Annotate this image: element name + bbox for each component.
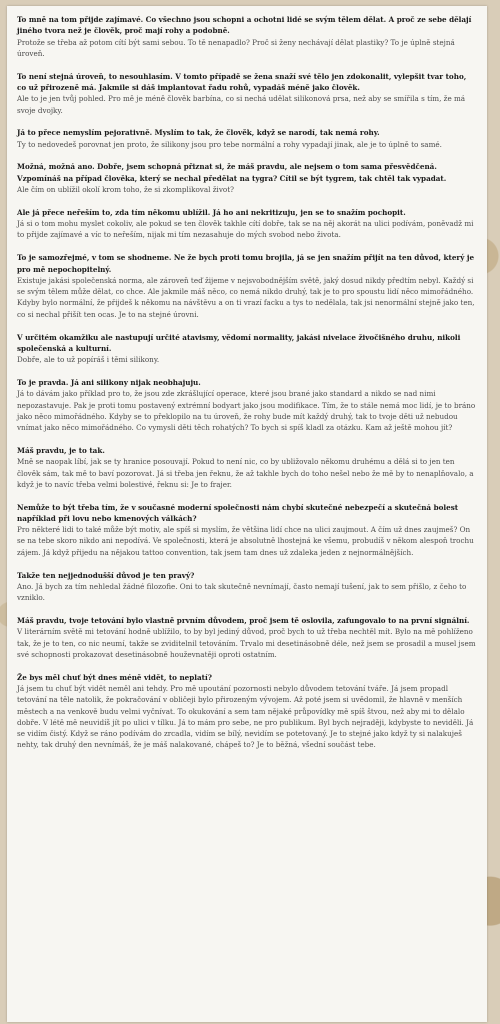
interview-question: To je pravda. Já ani silikony nijak neobhajuju. — [17, 377, 201, 387]
interview-section — [17, 252, 477, 320]
interview-answer: Protože se třeba až potom cítí být sami sebou. To tě nenapadlo? Proč si ženy nechávají dělat plastiky? To je úplně stejná úroveň. — [17, 37, 455, 58]
interview-answer: Ale to je jen tvůj pohled. Pro mě je méně člověk barbína, co si nechá udělat silikonová prsa, než aby se smířila s tím, že má svoje dvojky. — [17, 94, 466, 115]
interview-answer: Ano. Já bych za tím nehledal žádné filozofie. Oni to tak skutečně nevnímají, často nemají tušení, jak to sem přišlo, z čeho to vzniklo. — [17, 581, 467, 603]
interview-page — [7, 6, 487, 1022]
interview-answer: Já jsem tu chuť být vidět neměl ani tehdy. Pro mě upoutání pozornosti nebylo důvodem tetování tváře. Já jsem propadl tetování na těle natolik, že pokračování v obličeji bylo přirozeným vývojem. Až poté jsem si uvědomil, že hlavně v menších městech a na venkově budu velmi vyčnívat. To okukování a sem tam nějaké průpovídky mě spíš štvou, než aby mi to dělalo dobře. V létě mě neuvidíš jít po ulici v tílku. Já to mám pro sebe, ne pro publikum. Byl bych nejraději, kdybyste to neviděli. Já se vidím čistý. Když se ráno podívám do zrcadla, vidím se bílý, nevidím se potetovaný. Je to stejné jako když ty si nalakuješ nehty, tak druhý den nevnímáš, že je máš nalakované, chápeš to? Je to běžná, všední součást tebe. — [17, 683, 474, 750]
interview-section — [17, 127, 477, 150]
interview-question: Máš pravdu, je to tak. — [17, 445, 105, 455]
interview-section — [17, 615, 477, 660]
interview-answer: V literárním světě mi tetování hodně ublížilo, to by byl jediný důvod, proč bych to už třeba nechtěl mít. Bylo na mě pohlíženo tak, že je to ten, co nic neumí, takže se zviditelnil tetováním. Trvalo mi desetinásobně déle, než jsem se prosadil a musel jsem své schopnosti prokazovat desetinásobně houževnatěji oproti ostatním. — [17, 627, 476, 659]
interview-answer: Já si o tom mohu myslet cokoliv, ale pokud se ten člověk takhle cítí dobře, tak se na něj akorát na ulici podívám, poněvadž mi to přijde zajímavé a víc to neřeším, nijak mi tím nezasahuje do mých svobod nebo života. — [17, 219, 474, 240]
interview-section — [17, 445, 477, 490]
interview-question: To mně na tom přijde zajímavé. Co všechno jsou schopni a ochotni lidé se svým tělem dělat. A proč ze sebe dělají jiného tvora než je člověk, proč mají rohy a podobně. — [17, 15, 472, 36]
interview-question: Já to přece nemyslím pejorativně. Myslím to tak, že člověk, když se narodí, tak nemá rohy. — [17, 128, 380, 138]
interview-question: V určitém okamžiku ale nastupují určité atavismy, vědomí normality, jakási nivelace živočišného druhu, nikoli společenská a kulturní. — [17, 332, 461, 353]
interview-answer: Mně se naopak líbí, jak se ty hranice posouvají. Pokud to není nic, co by ubližovalo někomu druhému a dělá si to jen ten člověk sám, tak mě to baví pozorovat. Já si třeba jen řeknu, že až takhle bych do toho nešel nebo že mě by to nenaplňovalo, a když je to navíc třeba velmi bolestivé, řeknu si: Je to frajer. — [17, 457, 474, 489]
interview-answer: Ale čím on ublížil okolí krom toho, že si zkomplikoval život? — [17, 185, 234, 195]
interview-answer: Já to dávám jako příklad pro to, že jsou zde zkrášlující operace, které jsou brané jako standard a nikdo se nad nimi nepozastavuje. Pak je proti tomu postavený extrémní bodyart jako jsou modifikace. Tím, že to stále nemá moc lidí, je to bráno jako něco mimořádného. Kdyby se to překlopilo na tu úroveň, že rohy bude mít každý druhý, tak to tvoje děti už nebudou vnímat jako něco mimořádného. Co vymysli děti těch rohatých? To bych si spíš kladl za otázku. Kam až ještě mohou jít? — [17, 389, 476, 433]
interview-question: Ale já přece neřeším to, zda tím někomu ublížil. Já ho ani nekritizuju, jen se to snažím pochopit. — [17, 207, 406, 217]
interview-section — [17, 332, 477, 366]
interview-section — [17, 377, 477, 433]
interview-question: To není stejná úroveň, to nesouhlasím. V tomto případě se žena snaží své tělo jen zdokonalit, vylepšit tvar toho, co už přirozeně má. Jakmile si dáš implantovat řadu rohů, vypadáš méně jako člověk. — [17, 71, 467, 92]
interview-answer: Existuje jakási společenská norma, ale zároveň teď žijeme v nejsvobodnějším světě, jaký dosud nikdy předtím nebyl. Každý si se svým tělem může dělat, co chce. Ale jakmile máš něco, co nemá nikdo druhý, tak je to pro spoustu lidí něco mimořádného. Kdyby bylo normální, že přijdeš k někomu na návštěvu a on ti vrazí facku a tys to nedělala, tak jsi nenormální stejně jako ten, co si nechal přišít ten ocas. Je to na stejné úrovni. — [17, 275, 475, 319]
interview-section — [17, 502, 477, 558]
interview-section — [17, 672, 477, 751]
interview-section — [17, 71, 477, 116]
interview-section — [17, 207, 477, 241]
interview-question: Takže ten nejjednodušší důvod je ten pravý? — [17, 570, 195, 580]
interview-question: Máš pravdu, tvoje tetování bylo vlastně prvním důvodem, proč jsem tě oslovila, zafungovalo to na první signální. — [17, 615, 470, 625]
interview-question: Že bys měl chuť být dnes méně vidět, to neplatí? — [17, 672, 212, 682]
interview-question: Možná, možná ano. Dobře, jsem schopná přiznat si, že máš pravdu, ale nejsem o tom sama přesvědčená. Vzpomínáš na případ člověka, který se nechal předělat na tygra? Cítil se být tygrem, tak chtěl tak vypadat. — [17, 162, 447, 183]
interview-section — [17, 570, 477, 604]
interview-answer: Ty to nedovedeš porovnat jen proto, že silikony jsou pro tebe normální a rohy vypadají jinak, ale je to úplně to samé. — [17, 139, 442, 149]
interview-answer: Dobře, ale to už popíráš i těmi silikony. — [17, 355, 160, 365]
interview-question: Nemůže to být třeba tím, že v současné moderní společnosti nám chybí skutečné nebezpečí a skutečná bolest například při lovu nebo kmenových válkách? — [17, 502, 459, 523]
interview-section — [17, 161, 477, 195]
interview-section — [17, 14, 477, 59]
interview-answer: Pro některé lidi to také může být motiv, ale spíš si myslím, že většina lidí chce na ulici zaujmout. A čím už dnes zaujmeš? On se na tebe skoro nikdo ani nepodívá. Ve společnosti, která je absolutně lhostejná ke všemu, probudíš v někom alespoň trochu zájem. Já když přijedu na nějakou tattoo convention, tak jsem tam dnes už zdaleka jeden z nejnormálnějších. — [17, 525, 474, 557]
interview-question: To je samozřejmé, v tom se shodneme. Ne že bych proti tomu brojila, já se jen snažím přijít na ten důvod, který je pro mě nepochopitelný. — [17, 253, 475, 274]
